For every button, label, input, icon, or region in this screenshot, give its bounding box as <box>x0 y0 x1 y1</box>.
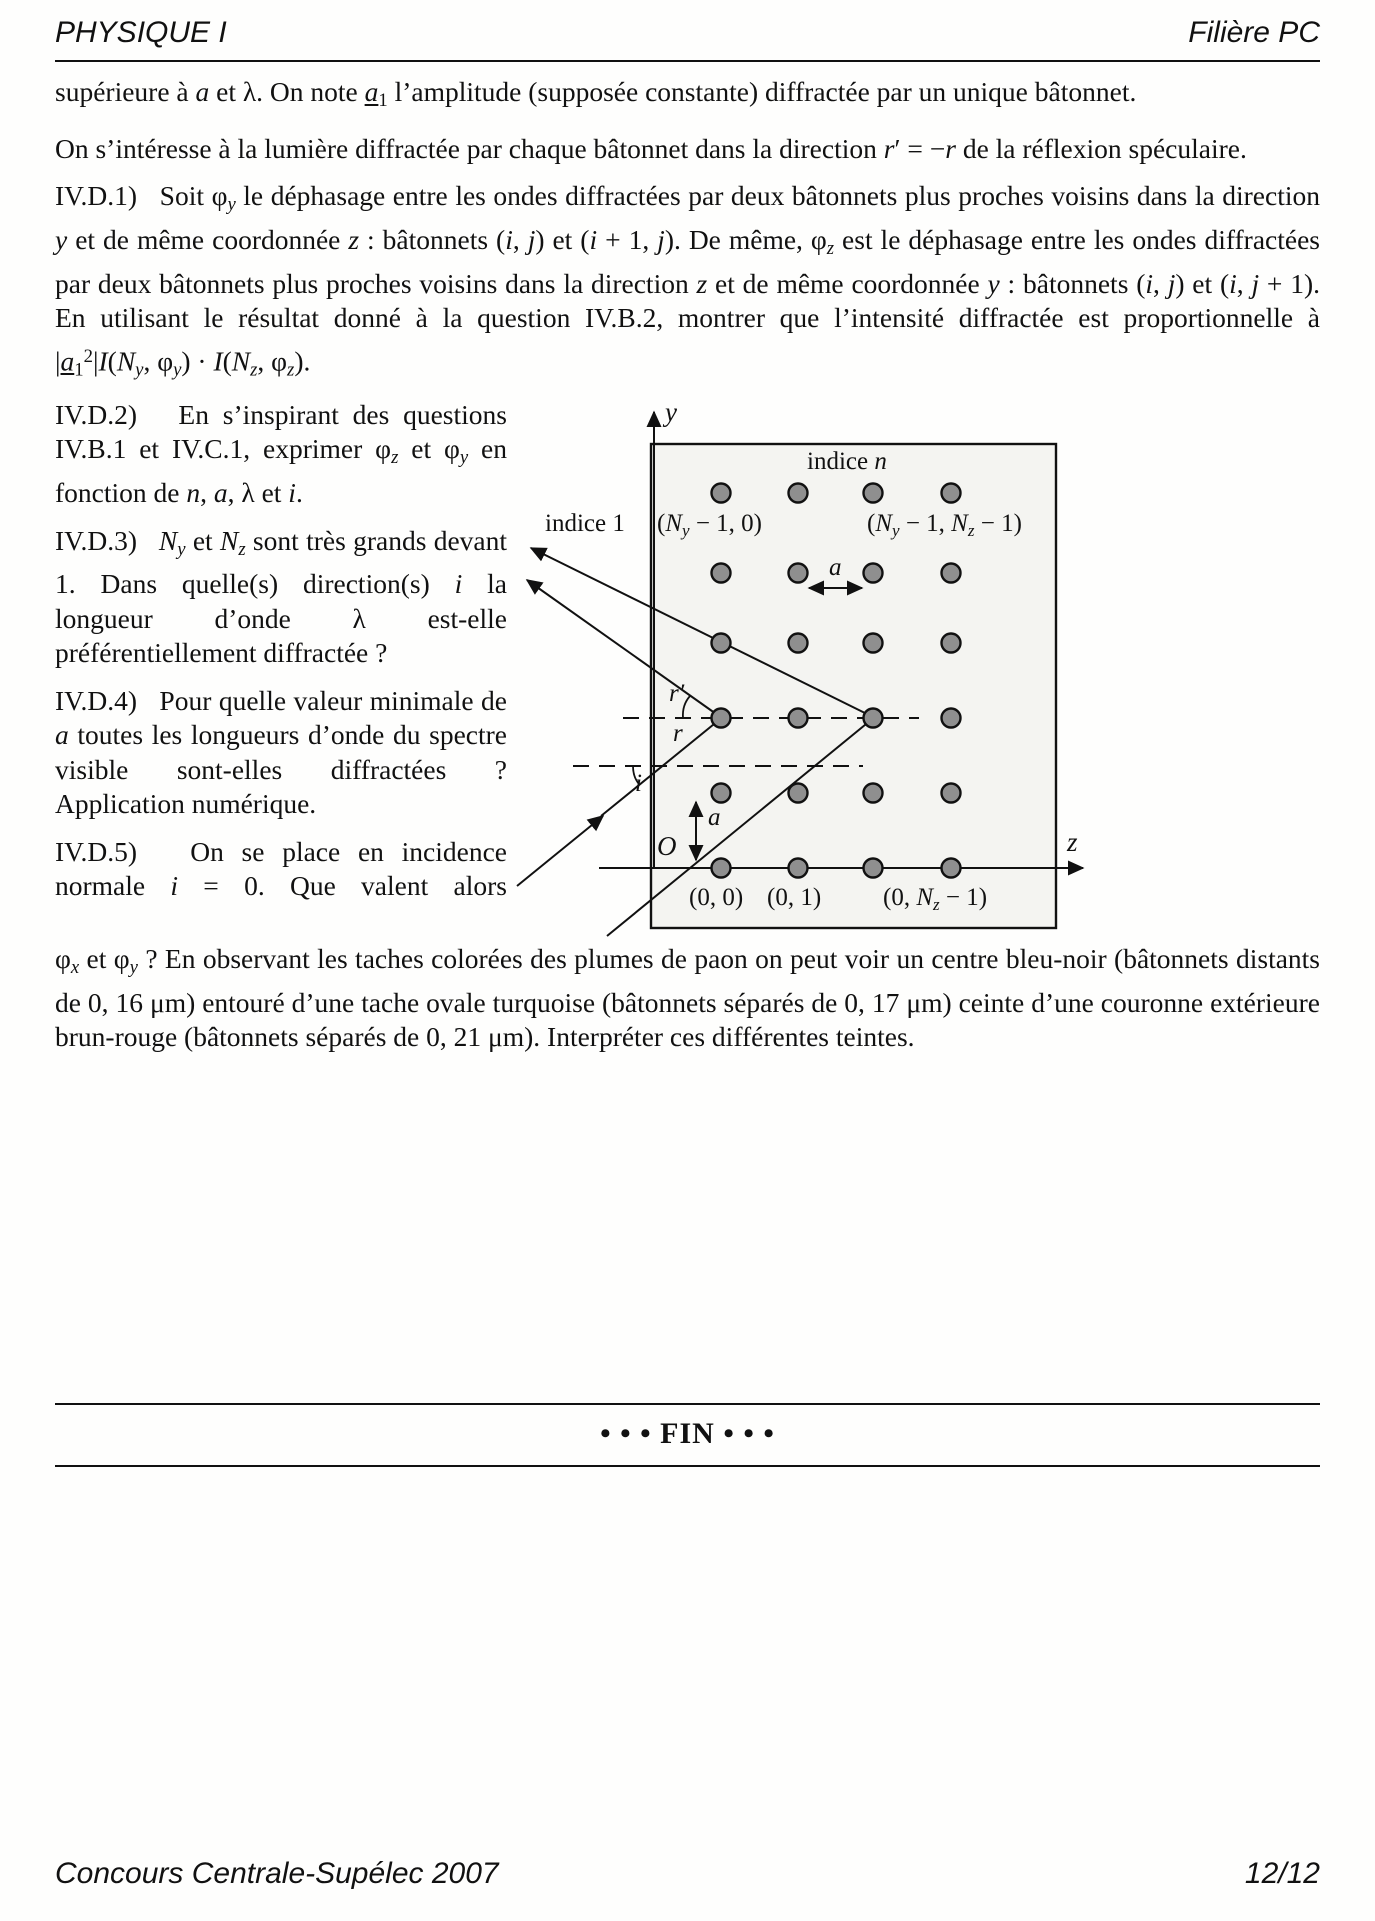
lattice-dot <box>942 483 961 502</box>
page-header <box>55 16 1320 62</box>
lattice-dot <box>864 633 883 652</box>
coord-bottom-right-label: (0, $N_z - 1$) <box>883 883 988 914</box>
lattice-dot <box>789 563 808 582</box>
lattice-dot <box>864 708 883 727</box>
y-axis-label: y <box>665 396 677 427</box>
lattice-dot <box>789 783 808 802</box>
lattice-dot <box>864 858 883 877</box>
lattice-dot <box>712 783 731 802</box>
coord-top-left-label: ($N_y - 1$, 0) <box>657 509 762 540</box>
fin-label: • • • FIN • • • <box>600 1416 775 1450</box>
indice-n-label: indice n <box>807 447 887 475</box>
lattice-dot <box>942 708 961 727</box>
paragraph-amplitude: supérieure à a et λ. On note $a_1$ l’amplitude (supposée constante) diffractée par un unique bâtonnet. <box>55 76 1137 112</box>
lattice-dot <box>712 708 731 727</box>
lattice-dot <box>712 483 731 502</box>
header-subject-title: PHYSIQUE I <box>55 16 227 49</box>
footer-page-number: 12/12 <box>1244 1857 1320 1890</box>
coord-top-right-label: ($N_y - 1$, $N_z - 1$) <box>867 509 1022 540</box>
lattice-dot <box>789 483 808 502</box>
two-column-section <box>55 398 1320 938</box>
spacing-a-vertical-label: a <box>708 803 721 831</box>
origin-label: O <box>657 830 677 861</box>
fin-marker <box>55 1403 1320 1467</box>
spacing-a-horizontal-label: a <box>829 553 842 581</box>
diffraction-lattice-figure <box>511 398 1111 938</box>
indice-1-label: indice 1 <box>545 509 625 537</box>
lattice-dot <box>942 858 961 877</box>
question-IV-D-1: IV.D.1) Soit $\varphi_y$ le déphasage entre les ondes diffractées par deux bâtonnets plus proches voisins dans la direction y et de même coordonnée z : bâtonnets (i, j) et (i + 1, j). De même, $\varphi_z$ est le déphasage entre les ondes diffractées par deux bâtonnets plus proches voisins dans la direction z et de même coordonnée y : bâtonnets (i, j) et (i, j + 1). En utilisant le résultat donné à la question IV.B.2, montrer que l’intensité diffractée est proportionnelle à <box>55 180 1321 334</box>
page-content <box>55 75 1320 1467</box>
z-axis-label: z <box>1067 826 1078 857</box>
ray-r-label: r <box>673 719 683 747</box>
lattice-dot <box>942 783 961 802</box>
question-IV-D-2: IV.D.2) En s’inspirant des questions IV.B.1 et IV.C.1, exprimer $\varphi_z$ et $\varphi_y$ en fonction de n, a, λ et i. <box>55 398 508 509</box>
lattice-dot <box>864 783 883 802</box>
ray-r-prime-label: r′ <box>669 679 685 707</box>
lattice-dot <box>712 633 731 652</box>
page-footer <box>55 1857 1320 1891</box>
lattice-dot <box>789 633 808 652</box>
question-IV-D-4: IV.D.4) Pour quelle valeur minimale de a toutes les longueurs d’onde du spectre visible sont-elles diffractées ? Application numérique. <box>55 684 507 820</box>
footer-exam-name: Concours Centrale-Supélec 2007 <box>55 1857 499 1890</box>
lattice-dot <box>712 563 731 582</box>
lattice-dot <box>789 708 808 727</box>
coord-origin-label: (0, 0) <box>689 883 744 911</box>
lattice-dot <box>712 858 731 877</box>
lattice-dot <box>789 858 808 877</box>
angle-i-label: i <box>635 769 642 797</box>
lattice-dot <box>864 563 883 582</box>
lattice-diagram-svg <box>511 398 1111 938</box>
lattice-dot <box>942 563 961 582</box>
lattice-dot <box>864 483 883 502</box>
paragraph-peacock: $\varphi_x$ et $\varphi_y$ ? En observant les taches colorées des plumes de paon on peut voir un centre bleu-noir (bâtonnets distants de 0, 16 μm) entouré d’une tache ovale turquoise (bâtonnets séparés de 0, 17 μm) ceinte d’une couronne extérieure brun-rouge (bâtonnets séparés de 0, 21 μm). Interpréter ces différentes teintes. <box>55 942 1321 1053</box>
questions-column <box>55 398 507 938</box>
question-IV-D-3: IV.D.3) $N_y$ et $N_z$ sont très grands devant 1. Dans quelle(s) direction(s) i la longueur d’onde λ est-elle préférentiellement diffractée ? <box>55 524 507 669</box>
coord-bottom-mid-label: (0, 1) <box>767 883 822 911</box>
lattice-dot <box>942 633 961 652</box>
incident-ray-1-arrow-segment <box>517 816 603 886</box>
header-track-label: Filière PC <box>1188 16 1320 49</box>
paragraph-specular-direction: On s’intéresse à la lumière diffractée par chaque bâtonnet dans la direction r′ = −r de la réflexion spéculaire. <box>55 132 1247 164</box>
question-IV-D-5: IV.D.5) On se place en incidence normale i = 0. Que valent alors <box>55 835 507 902</box>
intensity-formula: $|a_1^2|I(N_y$, $\varphi_y) \cdot I(N_z$, $\varphi_z$). <box>55 345 311 381</box>
